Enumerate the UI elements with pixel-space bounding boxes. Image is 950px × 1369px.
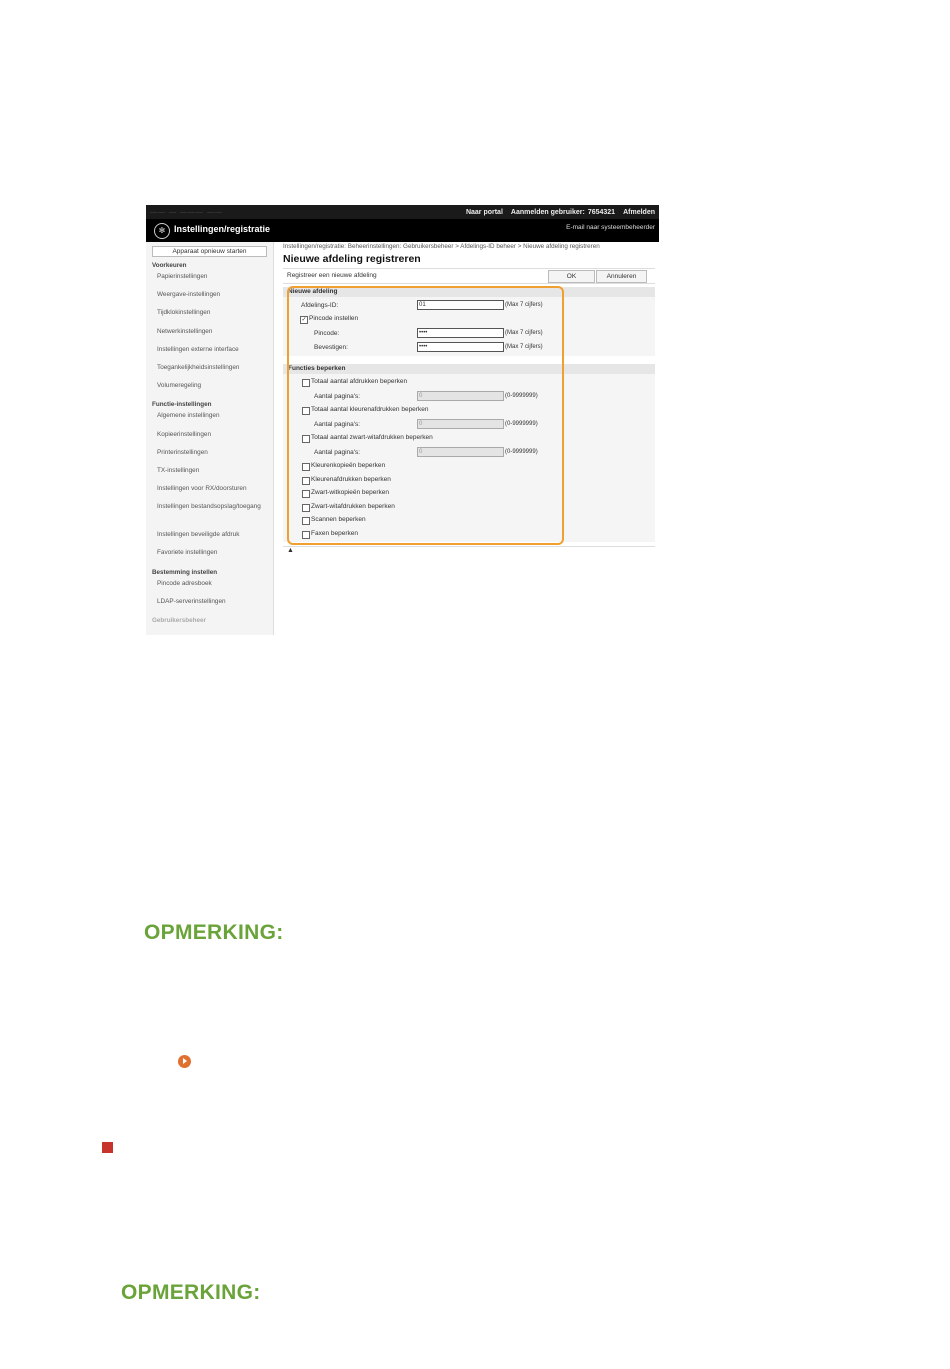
section-heading-new-dept: Nieuwe afdeling <box>283 287 655 297</box>
pin-input[interactable]: •••• <box>417 328 504 338</box>
limit-label: Totaal aantal zwart-witafdrukken beperken <box>311 434 433 441</box>
restriction-row <box>283 529 655 543</box>
action-row <box>283 268 655 284</box>
dept-id-hint: (Max 7 cijfers) <box>505 302 543 308</box>
sidebar-item[interactable]: Pincode adresboek <box>157 579 212 587</box>
pages-row <box>283 447 655 461</box>
sidebar-item[interactable]: Toegankelijkheidsinstellingen <box>157 363 240 371</box>
pages-input[interactable]: 0 <box>417 447 504 457</box>
restriction-row <box>283 502 655 516</box>
section-square-icon <box>102 1142 113 1153</box>
main-content <box>283 242 655 635</box>
pages-input[interactable]: 0 <box>417 391 504 401</box>
pages-hint: (0-9999999) <box>505 393 538 399</box>
logout-link[interactable]: Afmelden <box>623 208 655 216</box>
pin-label: Pincode: <box>314 330 340 337</box>
sidebar-item[interactable]: Kopieerinstellingen <box>157 430 212 438</box>
sidebar-item[interactable]: Instellingen externe interface <box>157 345 239 353</box>
confirm-label: Bevestigen: <box>314 344 348 351</box>
set-pin-row <box>283 314 655 328</box>
dept-id-label: Afdelings-ID: <box>301 302 339 309</box>
login-user-id: 7654321 <box>587 208 616 216</box>
restriction-label: Kleurenafdrukken beperken <box>311 475 391 483</box>
login-user-label: Aanmelden gebruiker: <box>510 208 585 216</box>
restriction-label: Faxen beperken <box>311 529 358 537</box>
back-to-top-link[interactable]: ▲ <box>283 546 655 554</box>
dept-id-row <box>283 300 655 314</box>
note-heading: OPMERKING: <box>121 1281 261 1304</box>
restriction-checkbox[interactable] <box>302 531 310 539</box>
app-title: Instellingen/registratie <box>174 224 271 234</box>
logo-icon: ✻ <box>154 223 170 239</box>
restriction-checkbox[interactable] <box>302 504 310 512</box>
restriction-label: Zwart-witkopieën beperken <box>311 489 390 496</box>
limit-checkbox[interactable] <box>302 435 310 443</box>
confirm-hint: (Max 7 cijfers) <box>505 344 543 350</box>
restriction-row <box>283 488 655 502</box>
restriction-row <box>283 475 655 489</box>
confirm-row <box>283 342 655 356</box>
new-dept-panel <box>283 297 655 356</box>
restrict-panel <box>283 374 655 542</box>
sidebar-heading: Bestemming instellen <box>152 568 218 576</box>
restriction-checkbox[interactable] <box>302 490 310 498</box>
page-title: Nieuwe afdeling registreren <box>283 253 421 265</box>
app-header <box>146 219 659 242</box>
pages-label: Aantal pagina's: <box>314 393 361 400</box>
limit-label: Totaal aantal afdrukken beperken <box>311 378 408 385</box>
set-pin-label: Pincode instellen <box>309 315 359 322</box>
sidebar-item[interactable]: Volumeregeling <box>157 382 202 390</box>
pin-row <box>283 328 655 342</box>
confirm-input[interactable]: •••• <box>417 342 504 352</box>
limit-checkbox[interactable] <box>302 407 310 415</box>
ok-button[interactable]: OK <box>548 270 595 283</box>
arrow-circle-icon[interactable] <box>178 1055 191 1068</box>
sidebar-item[interactable]: Printerinstellingen <box>157 448 208 456</box>
sidebar-heading: Gebruikersbeheer <box>152 617 206 624</box>
sidebar-heading: Functie-instellingen <box>152 401 212 409</box>
sidebar-item[interactable]: Netwerkinstellingen <box>157 327 213 335</box>
section-heading-restrict: Functies beperken <box>283 364 655 374</box>
limit-checkbox[interactable] <box>302 379 310 387</box>
sidebar-item[interactable]: Weergave-instellingen <box>157 291 221 299</box>
sidebar <box>146 242 274 635</box>
limit-row <box>283 377 655 391</box>
limit-row <box>283 433 655 447</box>
dept-id-input[interactable]: 01 <box>417 300 504 310</box>
restriction-label: Kleurenkopieën beperken <box>311 462 386 469</box>
ui-screenshot <box>146 205 659 635</box>
restriction-checkbox[interactable] <box>302 517 310 525</box>
top-bar-faint-text: —— — ——— —— <box>150 208 223 216</box>
sidebar-item[interactable]: LDAP-serverinstellingen <box>157 597 226 605</box>
limit-label: Totaal aantal kleurenafdrukken beperken <box>311 406 429 413</box>
pages-label: Aantal pagina's: <box>314 449 361 456</box>
sidebar-heading: Voorkeuren <box>152 262 187 269</box>
note-heading: OPMERKING: <box>144 921 284 944</box>
sidebar-item[interactable]: Instellingen bestandsopslag/toegang <box>157 503 261 511</box>
portal-link[interactable]: Naar portal <box>465 208 503 216</box>
action-label: Registreer een nieuwe afdeling <box>287 272 377 279</box>
sidebar-item[interactable]: TX-instellingen <box>157 466 200 474</box>
top-bar <box>146 205 659 219</box>
pin-hint: (Max 7 cijfers) <box>505 330 543 336</box>
mail-admin-link[interactable]: E-mail naar systeembeheerder <box>566 224 655 231</box>
restriction-row <box>283 461 655 475</box>
pages-hint: (0-9999999) <box>505 421 538 427</box>
sidebar-item[interactable]: Papierinstellingen <box>157 273 208 280</box>
limit-row <box>283 405 655 419</box>
pages-hint: (0-9999999) <box>505 449 538 455</box>
pages-row <box>283 391 655 405</box>
sidebar-item[interactable]: Favoriete instellingen <box>157 549 218 557</box>
sidebar-item[interactable]: Instellingen voor RX/doorsturen <box>157 485 247 493</box>
pages-input[interactable]: 0 <box>417 419 504 429</box>
sidebar-item[interactable]: Instellingen beveiligde afdruk <box>157 531 240 539</box>
sidebar-item[interactable]: Algemene instellingen <box>157 412 220 420</box>
pages-row <box>283 419 655 433</box>
restriction-row <box>283 515 655 529</box>
pages-label: Aantal pagina's: <box>314 421 361 428</box>
cancel-button[interactable]: Annuleren <box>596 270 647 283</box>
restriction-label: Zwart-witafdrukken beperken <box>311 502 395 510</box>
set-pin-checkbox[interactable]: ✓ <box>301 317 307 323</box>
breadcrumb: Instellingen/registratie: Beheerinstellingen: Gebruikersbeheer > Afdelings-ID beheer > Nieuwe afdeling registreren <box>283 243 600 250</box>
sidebar-item[interactable]: Tijdklokinstellingen <box>157 309 211 317</box>
restriction-checkbox[interactable] <box>302 477 310 485</box>
restriction-checkbox[interactable] <box>302 463 310 471</box>
restriction-label: Scannen beperken <box>311 516 366 523</box>
restart-button[interactable]: Apparaat opnieuw starten <box>152 246 267 257</box>
